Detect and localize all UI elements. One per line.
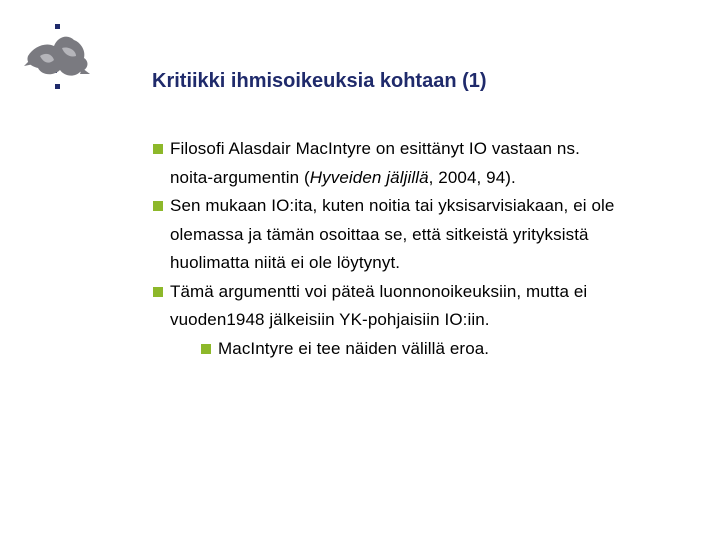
bullet-3-line-1: Tämä argumentti voi päteä luonnonoikeuksiin, mutta ei bbox=[170, 281, 588, 301]
bullet-square-icon bbox=[153, 287, 163, 297]
bullet-square-icon bbox=[153, 201, 163, 211]
bullet-item-1 bbox=[153, 135, 713, 192]
bullet-square-icon bbox=[201, 344, 211, 354]
citation: , 2004, 94). bbox=[428, 167, 516, 187]
sub-bullet-item bbox=[153, 335, 713, 364]
slide-title: Kritiikki ihmisoikeuksia kohtaan (1) bbox=[152, 70, 487, 92]
university-logo-icon bbox=[20, 22, 92, 94]
bullet-3-line-2: vuoden1948 jälkeisiin YK-pohjaisiin IO:iin. bbox=[170, 310, 490, 329]
bullet-item-3 bbox=[153, 278, 713, 335]
minerva-owl-icon bbox=[20, 22, 92, 94]
bullet-2-line-2: olemassa ja tämän osoittaa se, että sitkeistä yrityksistä bbox=[170, 224, 589, 244]
bullet-square-icon bbox=[153, 144, 163, 154]
bullet-1-text: noita-argumentin ( bbox=[170, 167, 310, 187]
sub-bullet-text: MacIntyre ei tee näiden välillä eroa. bbox=[218, 338, 490, 358]
book-title: Hyveiden jäljillä bbox=[309, 167, 429, 187]
bullet-2-line-1: Sen mukaan IO:ita, kuten noitia tai yksisarvisiakaan, ei ole bbox=[170, 196, 615, 215]
bullet-item-2 bbox=[153, 192, 713, 278]
bullet-1-line-1: Filosofi Alasdair MacIntyre on esittänyt IO vastaan ns. bbox=[170, 139, 580, 158]
bullet-2-line-3: huolimatta niitä ei ole löytynyt. bbox=[170, 253, 401, 272]
bullet-list bbox=[153, 135, 713, 363]
bullet-1-line-2 bbox=[170, 164, 713, 193]
